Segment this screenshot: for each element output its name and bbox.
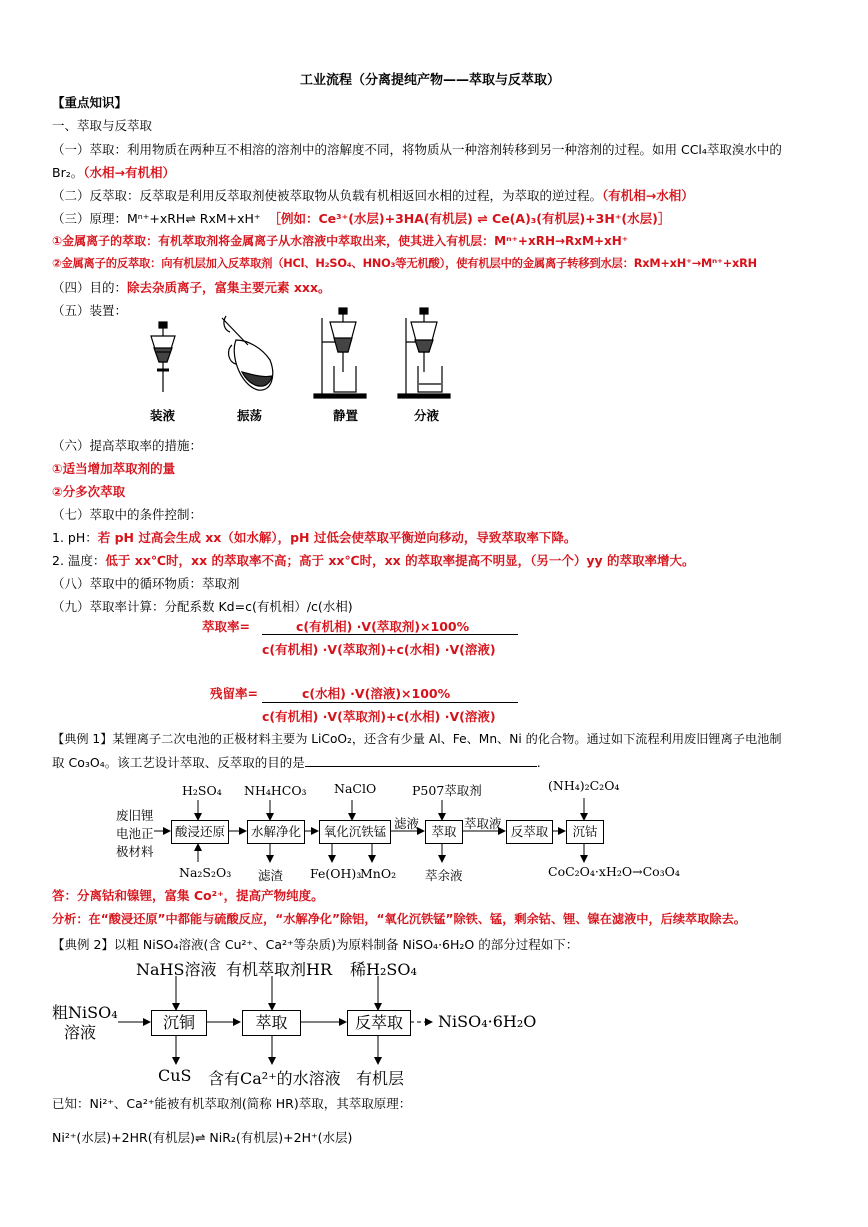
flow1-source-line1: 废旧锂 [116,808,154,823]
formula-extraction-numerator: c(有机相) ·V(萃取剂)×100% [296,619,470,634]
temp-label: 2. 温度： [52,553,106,568]
temp-text: 低于 xx℃时，xx 的萃取率不高；高于 xx℃时，xx 的萃取率提高不明显，（另一个）yy 的萃取率增大。 [105,553,695,568]
flow1-box-extraction: 萃取 [425,820,463,844]
flow1-product-raffinate: 萃余液 [425,868,463,883]
flow1-source-line3: 极材料 [116,844,154,859]
flow1-box-oxidation: 氧化沉铁锰 [319,820,391,844]
flow1-reagent-h2so4: H₂SO₄ [182,783,222,798]
flow2-source-line1: 粗NiSO₄ [52,1003,118,1022]
formula-extraction-bar [262,634,518,635]
text-purpose [52,278,331,296]
measure-1: ①适当增加萃取剂的量 [52,461,176,476]
purpose-text: 除去杂质离子，富集主要元素 xxx。 [127,280,331,295]
flow1-label-filtrate: 滤液 [394,816,420,831]
separating-funnel-icon [398,308,450,398]
apparatus-label-load: 装液 [150,408,176,423]
flow1-source-line2: 电池正 [116,826,154,841]
flow2-product-cus: CuS [158,1066,192,1085]
ph-text: 若 pH 过高会生成 xx（如水解），pH 过低会使萃取平衡逆向移动，导致萃取率下降。 [97,530,577,545]
formula-residue-label: 残留率= [210,686,258,701]
example2-text: 【典例 2】以粗 NiSO₄溶液(含 Cu²⁺、Ca²⁺等杂质)为原料制备 NiSO₄·6H₂O 的部分过程如下： [52,937,579,952]
example1-text: 【典例 1】某锂离子二次电池的正极材料主要为 LiCoO₂，还含有少量 Al、Fe、Mn、Ni 的化合物。通过如下流程利用废旧锂离子电池制 [52,732,782,746]
text-apparatus: （五）装置： [52,303,128,318]
flow2-box-copper-precip: 沉铜 [151,1010,207,1036]
flow2-product-ca-solution: 含有Ca²⁺的水溶液 [208,1069,341,1088]
text-metal-extraction: ①金属离子的萃取：有机萃取剂将金属离子从水溶液中萃取出来，使其进入有机层：Mⁿ⁺+xRH→RxM+xH⁺ [52,234,629,248]
flow1-reagent-na2s2o3: Na₂S₂O₃ [179,865,232,880]
flow1-product-residue: 滤渣 [258,868,284,883]
text-improve-measures: （六）提高萃取率的措施： [52,438,203,453]
flow2-source-line2: 溶液 [64,1023,97,1042]
formula-extraction-label: 萃取率= [202,619,250,634]
flow1-box-hydrolysis: 水解净化 [247,820,305,844]
flow1-reagent-p507: P507萃取剂 [412,783,482,798]
flow2-box-extraction: 萃取 [242,1010,301,1036]
flow1-label-extract: 萃取液 [464,816,502,831]
principle-example: ［例如：Ce³⁺(水层)+3HA(有机层) ⇌ Ce(A)₃(有机层)+3H⁺(水层)］ [268,211,671,226]
standing-funnel-icon [314,308,366,398]
flow1-box-back-extraction: 反萃取 [506,820,553,844]
example1-answer: 答：分离钴和镍锂，富集 Co²⁺，提高产物纯度。 [52,888,324,903]
flow1-box-cobalt-precip: 沉钴 [566,820,604,844]
formula-residue-bar [262,702,518,703]
ph-label: 1. pH： [52,530,98,545]
formula-residue-denominator: c(有机相) ·V(萃取剂)+c(水相) ·V(溶液) [262,709,496,724]
measure-2: ②分多次萃取 [52,484,126,499]
example1-question: 取 Co₃O₄。该工艺设计萃取、反萃取的目的是 [52,755,305,770]
purpose-label: （四）目的： [52,280,128,295]
text-back-extraction-def [52,186,694,204]
text-extraction-def: （一）萃取：利用物质在两种互不相溶的溶剂中的溶解度不同，将物质从一种溶剂转移到另一种溶剂的过程。如用 CCl₄萃取溴水中的 [52,142,782,157]
note-organic-to-water: （有机相→水相） [602,188,694,203]
note-water-to-organic: （水相→有机相） [83,165,175,180]
text-back-extraction: （二）反萃取：反萃取是利用反萃取剂使被萃取物从负载有机相返回水相的过程，为萃取的逆过程。 [52,188,603,203]
apparatus-label-separate: 分液 [414,408,440,423]
formula-extraction-denominator: c(有机相) ·V(萃取剂)+c(水相) ·V(溶液) [262,642,496,657]
flow2-product-organic-layer: 有机层 [356,1069,405,1088]
text-temp-control [52,551,695,569]
section-key-knowledge: 【重点知识】 [52,95,128,110]
shaking-funnel-icon [222,316,273,390]
flow1-product-mno2: MnO₂ [360,866,397,881]
text-recycle: （八）萃取中的循环物质：萃取剂 [52,576,240,591]
separatory-funnel-icon [151,322,175,392]
flow2-reagent-nahs: NaHS溶液 [136,960,217,979]
example1-text-cont: 取 Co₃O₄。该工艺设计萃取、反萃取的目的是 . [52,755,541,770]
flow1-reagent-nh4hco3: NH₄HCO₃ [244,783,307,798]
flow2-box-back-extraction: 反萃取 [347,1010,411,1036]
flow2-reagent-dilute-h2so4: 稀H₂SO₄ [350,960,417,979]
apparatus-label-stand: 静置 [333,408,359,423]
answer-blank[interactable] [305,753,537,767]
flow1-reagent-oxalate: (NH₄)₂C₂O₄ [548,778,620,793]
text-metal-back-extraction: ②金属离子的反萃取：向有机层加入反萃取剂（HCl、H₂SO₄、HNO₃等无机酸），使有机层中的金属离子转移到水层：RxM+xH⁺→Mⁿ⁺+xRH [52,257,757,270]
formula-residue-numerator: c(水相) ·V(溶液)×100% [302,686,451,701]
page-title: 工业流程（分离提纯产物——萃取与反萃取） [300,73,561,88]
apparatus-label-shake: 振荡 [237,408,263,423]
flow1-box-acid-leach: 酸浸还原 [171,820,229,844]
text-extraction-def-cont [52,163,175,181]
flow1-final-product: CoC₂O₄·xH₂O→Co₃O₄ [548,864,680,879]
principle-equation: （三）原理：Mⁿ⁺+xRH⇌ RxM+xH⁺ [52,211,261,226]
example1-analysis: 分析：在“酸浸还原”中都能与硫酸反应，“水解净化”除铝，“氧化沉铁锰”除铁、锰，剩余钴、锂、镍在滤液中，后续萃取除去。 [52,912,746,926]
heading-extraction: 一、萃取与反萃取 [52,118,153,133]
flow1-reagent-naclo: NaClO [334,781,377,796]
text-condition-control: （七）萃取中的条件控制： [52,507,203,522]
text-rate-calc: （九）萃取率计算：分配系数 Kd=c(有机相）/c(水相) [52,599,353,614]
text-known: 已知：Ni²⁺、Ca²⁺能被有机萃取剂(简称 HR)萃取，其萃取原理： [52,1096,412,1111]
text-ph-control [52,528,576,546]
text-principle [52,209,670,227]
flow2-final-product: NiSO₄·6H₂O [438,1012,537,1031]
flow2-reagent-hr: 有机萃取剂HR [226,960,333,979]
text-br2: Br₂。 [52,165,84,180]
text-ni-equation: Ni²⁺(水层)+2HR(有机层)⇌ NiR₂(有机层)+2H⁺(水层) [52,1130,353,1145]
flow1-product-feoh3: Fe(OH)₃ [310,866,362,881]
